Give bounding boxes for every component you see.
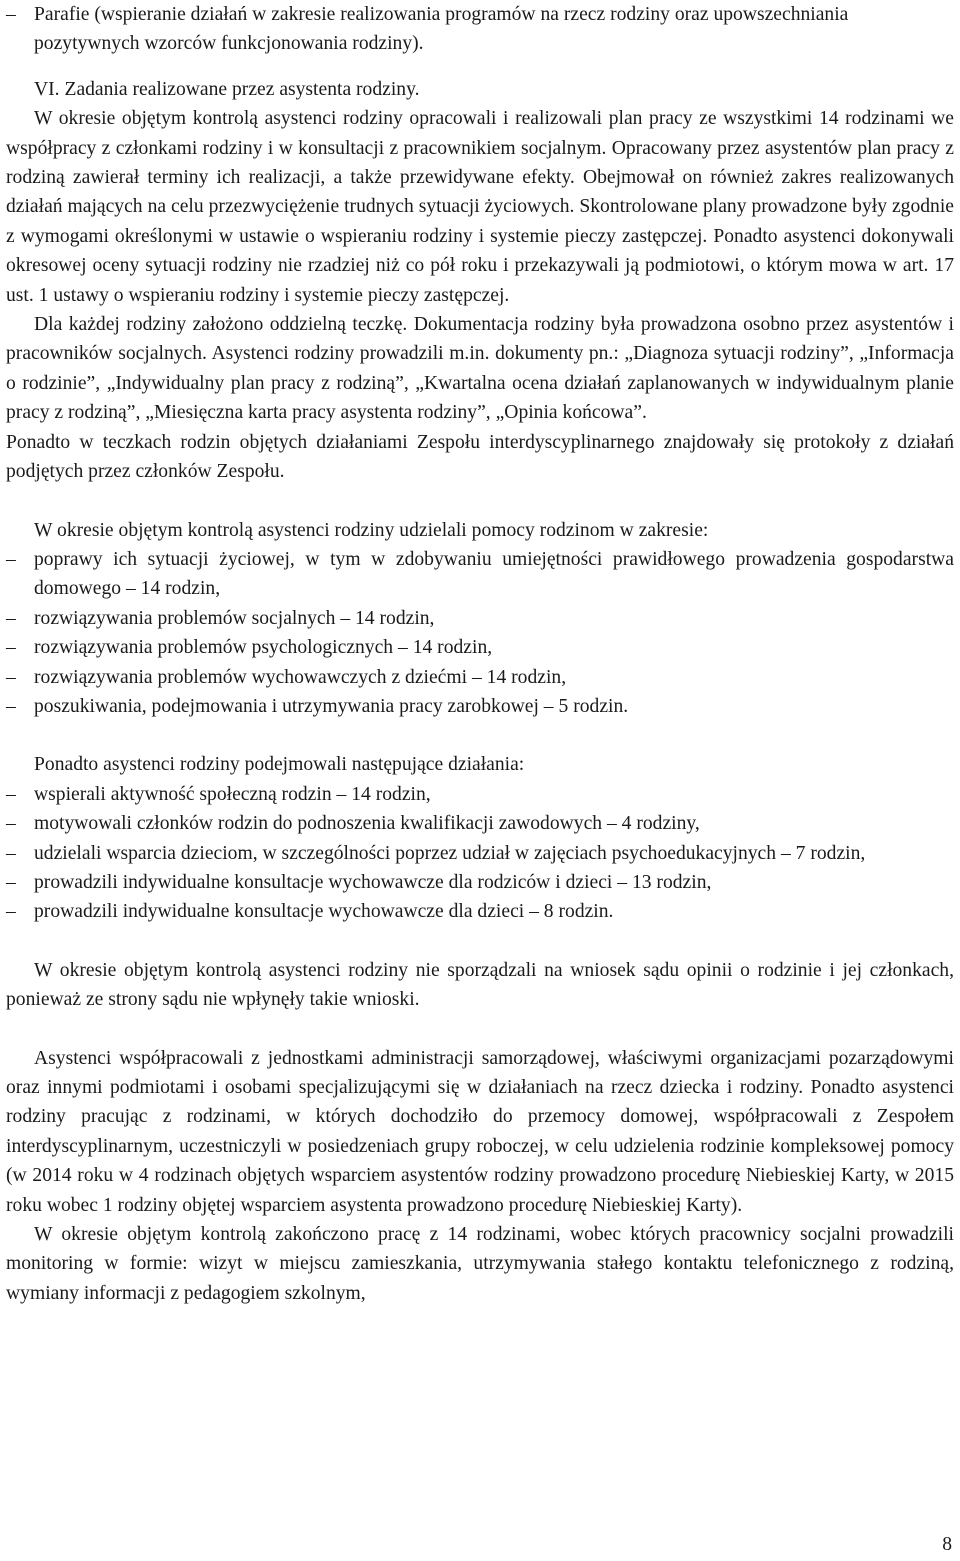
list-item (6, 663, 954, 692)
list-item-text: rozwiązywania problemów psychologicznych – 14 rodzin, (34, 637, 493, 659)
list-item (6, 780, 954, 809)
paragraph: Ponadto w teczkach rodzin objętych działaniami Zespołu interdyscyplinarnego znajdowały się protokoły z działań podjętych przez członków Zespołu. (6, 431, 954, 483)
dash-bullet: – (6, 842, 16, 864)
paragraph: W okresie objętym kontrolą zakończono pracę z 14 rodzinami, wobec których pracownicy socjalni prowadzili monitoring w formie: wizyt w miejscu zamieszkania, utrzymywania stałego kontaktu telefonicznego z rodziną, wymiany informacji z pedagogiem szkolnym, (6, 1224, 954, 1304)
list-item (6, 868, 954, 897)
list-item-text: udzielali wsparcia dzieciom, w szczególności poprzez udział w zajęciach psychoedukacyjnych – 7 rodzin, (34, 842, 866, 864)
paragraph: Dla każdej rodziny założono oddzielną teczkę. Dokumentacja rodziny była prowadzona osobno przez asystentów i pracowników socjalnych. Asystenci rodziny prowadzili m.in. dokumenty pn.: „Diagnoza sytuacji rodziny”, „Informacja o rodzinie”, „Indywidualny plan pracy z rodziną”, „Kwartalna ocena działań zaplanowanych w indywidualnym planie pracy z rodziną”, „Miesięczna karta pracy asystenta rodziny”, „Opinia końcowa”. (6, 314, 954, 424)
list-item (6, 809, 954, 838)
list-item (6, 545, 954, 604)
spacer (6, 1015, 954, 1044)
dash-bullet: – (6, 4, 16, 25)
list-item-text: prowadzili indywidualne konsultacje wychowawcze dla rodziców i dzieci – 13 rodzin, (34, 871, 712, 893)
list-item-text: prowadzili indywidualne konsultacje wychowawcze dla dzieci – 8 rodzin. (34, 901, 614, 923)
list-item (6, 897, 954, 926)
list-item (6, 604, 954, 633)
page-number: 8 (942, 1534, 952, 1555)
paragraph: W okresie objętym kontrolą asystenci rodziny opracowali i realizowali plan pracy ze wszystkimi 14 rodzinami we współpracy z członkami rodziny i w konsultacji z pracownikiem socjalnym. Opracowany przez asystentów plan pracy z rodziną zawierał terminy ich realizacji, a także przewidywane efekty. Obejmował on również zakres realizowanych działań mających na celu przezwyciężenie trudnych sytuacji życiowych. Skontrolowane plany prowadzone były zgodnie z wymogami określonymi w ustawie o wspieraniu rodziny i systemie pieczy zastępczej. Ponadto asystenci dokonywali okresowej oceny sytuacji rodziny nie rzadziej niż co pół roku i przekazywali ją podmiotowi, o którym mowa w art. 17 ust. 1 ustawy o wspieraniu rodziny i systemie pieczy zastępczej. (6, 108, 954, 306)
list-item-text: rozwiązywania problemów wychowawczych z dziećmi – 14 rodzin, (34, 666, 567, 688)
spacer (6, 59, 954, 75)
spacer (6, 927, 954, 956)
list-item (6, 839, 954, 868)
bullet-list (6, 545, 954, 721)
list-item-text: Parafie (wspieranie działań w zakresie realizowania programów na rzecz rodziny oraz upowszechniania pozytywnych wzorców funkcjonowania rodziny). (34, 4, 849, 55)
paragraph: W okresie objętym kontrolą asystenci rodziny nie sporządzali na wniosek sądu opinii o rodzinie i jej członkach, ponieważ ze strony sądu nie wpłynęły takie wnioski. (6, 959, 954, 1011)
dash-bullet: – (6, 871, 16, 893)
spacer (6, 487, 954, 516)
list-item-text: motywowali członków rodzin do podnoszenia kwalifikacji zawodowych – 4 rodziny, (34, 813, 700, 835)
list-intro: W okresie objętym kontrolą asystenci rodziny udzielali pomocy rodzinom w zakresie: (34, 519, 709, 541)
list-item-text: poprawy ich sytuacji życiowej, w tym w zdobywaniu umiejętności prawidłowego prowadzenia gospodarstwa domowego – 14 rodzin, (34, 548, 954, 600)
dash-bullet: – (6, 548, 16, 570)
dash-bullet: – (6, 695, 16, 717)
list-item-text: wspierali aktywność społeczną rodzin – 14 rodzin, (34, 783, 431, 805)
list-item (6, 0, 954, 59)
dash-bullet: – (6, 607, 16, 629)
section-heading: VI. Zadania realizowane przez asystenta rodziny. (34, 78, 420, 100)
dash-bullet: – (6, 783, 16, 805)
list-item (6, 633, 954, 662)
list-intro: Ponadto asystenci rodziny podejmowali następujące działania: (34, 754, 525, 776)
list-item-text: rozwiązywania problemów socjalnych – 14 rodzin, (34, 607, 435, 629)
list-item (6, 692, 954, 721)
spacer (6, 721, 954, 750)
dash-bullet: – (6, 637, 16, 659)
dash-bullet: – (6, 901, 16, 923)
bullet-list (6, 780, 954, 927)
list-item-text: poszukiwania, podejmowania i utrzymywania pracy zarobkowej – 5 rodzin. (34, 695, 629, 717)
paragraph: Asystenci współpracowali z jednostkami administracji samorządowej, właściwymi organizacjami pozarządowymi oraz innymi podmiotami i osobami specjalizującymi się w działaniach na rzecz dziecka i rodziny. Ponadto asystenci rodziny pracując z rodzinami, w których dochodziło do przemocy domowej, współpracowali z Zespołem interdyscyplinarnym, uczestniczyli w posiedzeniach grupy roboczej, w celu udzielenia rodzinie kompleksowej pomocy (w 2014 roku w 4 rodzinach objętych wsparciem asystentów rodziny prowadzono procedurę Niebieskiej Karty, w 2015 roku wobec 1 rodziny objętej wsparciem asystenta prowadzono procedurę Niebieskiej Karty). (6, 1047, 954, 1216)
dash-bullet: – (6, 666, 16, 688)
dash-bullet: – (6, 813, 16, 835)
